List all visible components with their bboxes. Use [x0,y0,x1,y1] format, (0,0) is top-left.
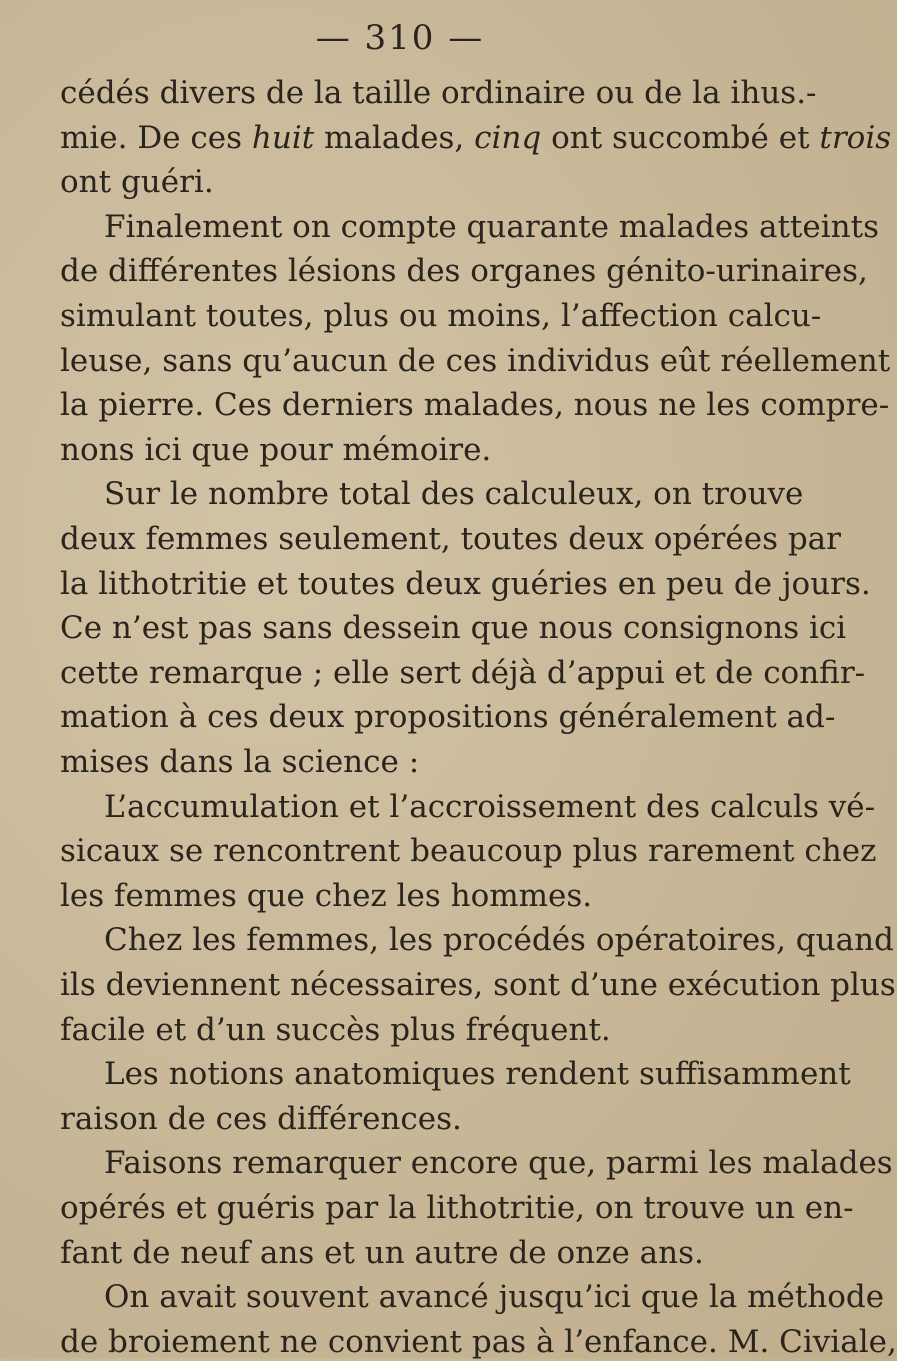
text-line: leuse, sans qu’aucun de ces individus eût réellement [60,342,891,379]
text-line: deux femmes seulement, toutes deux opérées par [60,521,841,557]
text-line: de différentes lésions des organes génito-urinaires, [60,253,868,290]
text-line: mation à ces deux propositions généralement ad- [60,699,836,736]
text-line: Sur le nombre total des calculeux, on trouve [104,476,804,513]
text-line: Les notions anatomiques rendent suffisamment [104,1056,851,1093]
italic-word: cinq [474,119,542,156]
text-line: la lithotritie et toutes deux guéries en peu de jours. [60,565,871,602]
italic-word: trois [819,119,892,156]
text-span: mie. De ces [60,119,252,156]
text-line: facile et d’un succès plus fréquent. [60,1011,611,1048]
text-line: sicaux se rencontrent beaucoup plus rarement chez [60,833,877,870]
text-line: opérés et guéris par la lithotritie, on trouve un en- [60,1190,854,1226]
page-number: — 310 — [315,18,485,58]
text-line: raison de ces différences. [60,1100,462,1137]
text-line: ont guéri. [60,164,214,201]
text-line: cette remarque ; elle sert déjà d’appui et de confir- [60,654,866,691]
text-line: mises dans la science : [60,744,420,780]
text-line: ils deviennent nécessaires, sont d’une exécution plus [60,967,896,1003]
text-line: la pierre. Ces derniers malades, nous ne les compre- [60,387,890,424]
text-span: ont succombé et [541,119,820,156]
text-line: L’accumulation et l’accroissement des calculs vé- [104,788,876,825]
text-line: Finalement on compte quarante malades atteints [104,208,879,245]
text-line: Faisons remarquer encore que, parmi les malades [104,1145,893,1182]
text-line: Ce n’est pas sans dessein que nous consignons ici [60,610,847,647]
text-line: On avait souvent avancé jusqu’ici que la méthode [104,1279,885,1316]
text-line: cédés divers de la taille ordinaire ou de la ihus.- [60,75,817,111]
text-line: simulant toutes, plus ou moins, l’affection calcu- [60,298,822,334]
text-line: les femmes que chez les hommes. [60,877,593,914]
text-line: de broiement ne convient pas à l’enfance. M. Civiale, [60,1323,897,1360]
text-line: fant de neuf ans et un autre de onze ans. [60,1234,704,1271]
text-span: malades, [314,119,475,156]
italic-word: huit [251,119,315,156]
text-line: Chez les femmes, les procédés opératoires, quand [104,922,894,959]
text-line: nons ici que pour mémoire. [60,431,492,468]
text-line [60,119,892,157]
